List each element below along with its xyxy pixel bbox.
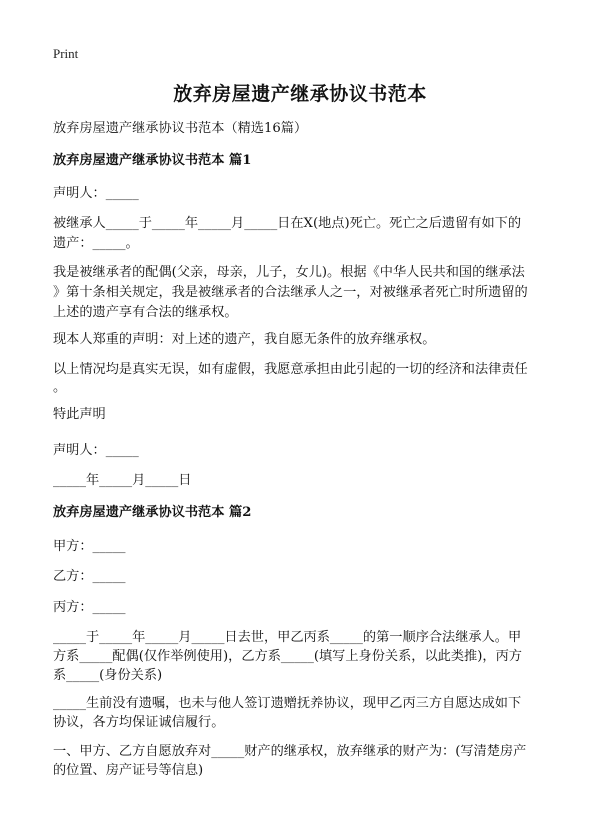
section2-item1-line-1: 一、甲方、乙方自愿放弃对_____财产的继承权，放弃继承的财产为：(写清楚房产 xyxy=(53,744,527,759)
document-title: 放弃房屋遗产继承协议书范本 xyxy=(173,83,427,105)
section1-death-line-1: 被继承人_____于_____年_____月_____日在X(地点)死亡。死亡之后遗留有如下的 xyxy=(53,216,522,231)
section2-death-line-2: 方系_____配偶(仅作举例使用)，乙方系_____(填写上身份关系，以此类推)，丙方 xyxy=(53,649,522,664)
section1-declare: 现本人郑重的声明：对上述的遗产，我自愿无条件的放弃继承权。 xyxy=(53,332,436,347)
section1-heading: 放弃房屋遗产继承协议书范本 篇1 xyxy=(53,153,252,168)
section2-will-line-1: _____生前没有遗嘱，也未与他人签订遗赠抚养协议，现甲乙丙三方自愿达成如下 xyxy=(53,696,522,711)
section1-death-line-2: 遗产：_____。 xyxy=(53,236,139,251)
section1-declarant-2: 声明人：_____ xyxy=(53,443,139,458)
section1-date: _____年_____月_____日 xyxy=(53,473,192,488)
section2-party-c: 丙方：_____ xyxy=(53,600,126,615)
section2-death-line-3: 系_____(身份关系) xyxy=(53,668,163,683)
section1-spouse-line-2: 》第十条相关规定，我是被继承者的合法继承人之一，对被继承者死亡时所遗留的 xyxy=(53,285,528,300)
section1-declarant: 声明人：_____ xyxy=(53,186,139,201)
document-subtitle: 放弃房屋遗产继承协议书范本（精选16篇） xyxy=(53,121,308,136)
section2-will-line-2: 协议，各方均保证诚信履行。 xyxy=(53,715,225,730)
section1-special: 特此声明 xyxy=(53,407,106,422)
section2-party-b: 乙方：_____ xyxy=(53,569,126,584)
section1-spouse-line-3: 上述的遗产享有合法的继承权。 xyxy=(53,305,238,320)
section2-death-line-1: _____于_____年_____月_____日去世，甲乙丙系_____的第一顺序合法继承人。甲 xyxy=(53,630,522,645)
section1-spouse-line-1: 我是被继承者的配偶(父亲，母亲，儿子，女儿)。根据《中华人民共和国的继承法 xyxy=(53,265,525,280)
print-link[interactable]: Print xyxy=(53,46,79,61)
section1-truth-line-2: 。 xyxy=(53,380,67,395)
section2-heading: 放弃房屋遗产继承协议书范本 篇2 xyxy=(53,505,252,520)
section2-party-a: 甲方：_____ xyxy=(53,539,126,554)
section1-truth-line-1: 以上情况均是真实无误，如有虚假，我愿意承担由此引起的一切的经济和法律责任 xyxy=(53,362,528,377)
section2-item1-line-2: 的位置、房产证号等信息) xyxy=(53,763,204,778)
